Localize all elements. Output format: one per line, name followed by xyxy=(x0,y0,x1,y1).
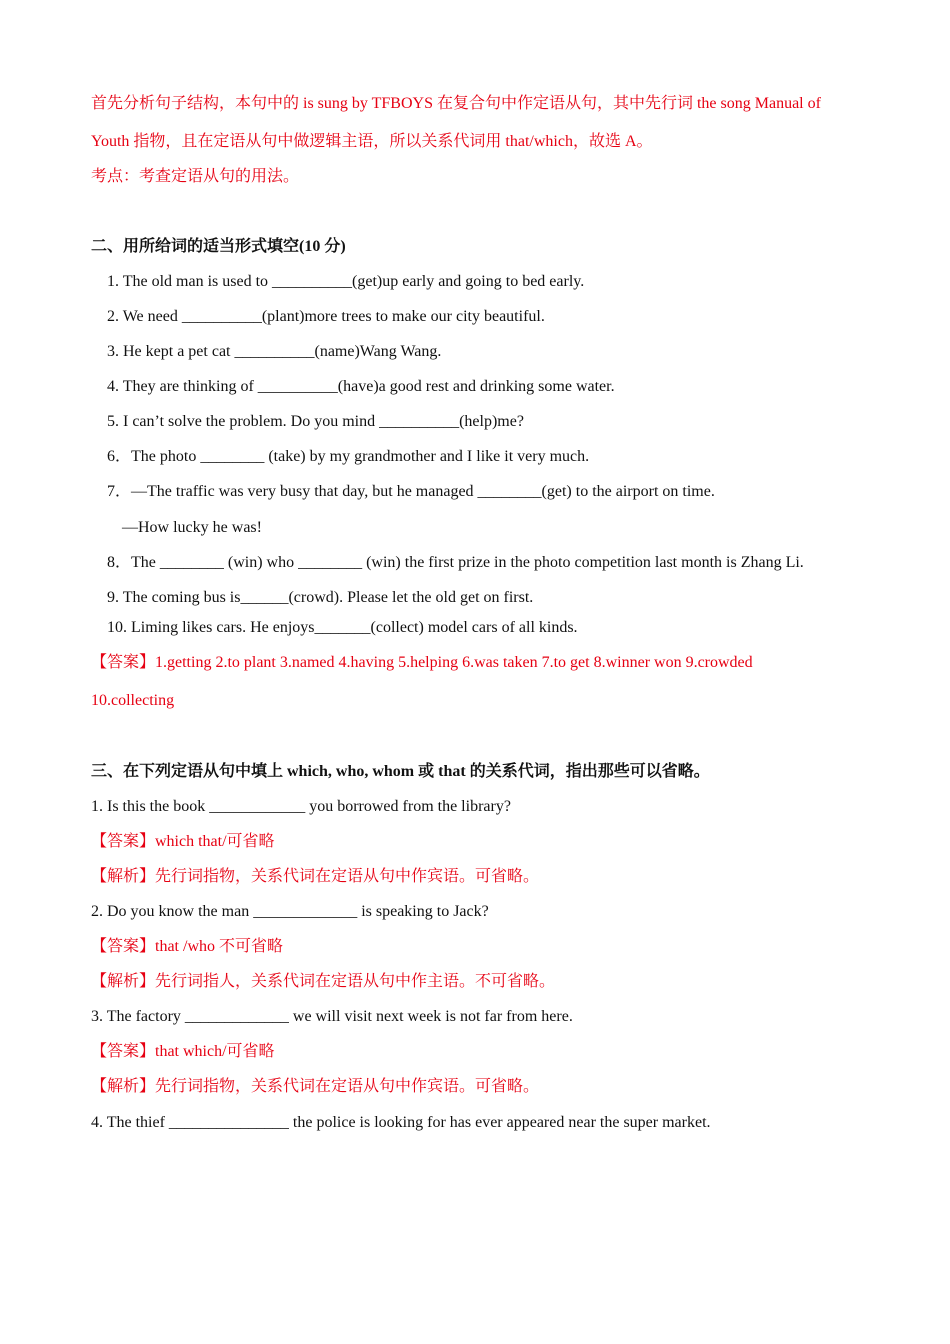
answer-3: 【答案】that which/可省略 xyxy=(91,1043,275,1060)
answer-1: 【答案】which that/可省略 xyxy=(91,833,275,850)
fill-item-2: 2. We need __________(plant)more trees to make our city beautiful. xyxy=(107,308,545,325)
question-3: 3. The factory _____________ we will visit next week is not far from here. xyxy=(91,1008,573,1025)
fill-item-8: 8．The ________ (win) who ________ (win) the first prize in the photo competition last month is Zhang Li. xyxy=(107,554,804,571)
fill-item-5: 5. I can’t solve the problem. Do you mind __________(help)me? xyxy=(107,413,524,430)
fill-item-7-reply: —How lucky he was! xyxy=(122,519,262,536)
question-4: 4. The thief _______________ the police is looking for has ever appeared near the super market. xyxy=(91,1114,711,1131)
question-2: 2. Do you know the man _____________ is speaking to Jack? xyxy=(91,903,489,920)
explanation-2: 【解析】先行词指人，关系代词在定语从句中作主语。不可省略。 xyxy=(91,973,556,990)
question-1: 1. Is this the book ____________ you borrowed from the library? xyxy=(91,798,511,815)
section-3-heading: 三、在下列定语从句中填上 which, who, whom 或 that 的关系代词，指出那些可以省略。 xyxy=(91,763,710,780)
answer-line-2: 10.collecting xyxy=(91,692,175,709)
fill-item-3: 3. He kept a pet cat __________(name)Wang Wang. xyxy=(107,343,442,360)
answer-2: 【答案】that /who 不可省略 xyxy=(91,938,283,955)
test-point: 考点：考查定语从句的用法。 xyxy=(91,168,300,185)
analysis-line-2: Youth 指物，且在定语从句中做逻辑主语，所以关系代词用 that/which，故选 A。 xyxy=(91,133,653,150)
fill-item-6: 6．The photo ________ (take) by my grandmother and I like it very much. xyxy=(107,448,590,465)
section-2-heading: 二、用所给词的适当形式填空(10 分) xyxy=(91,238,346,255)
fill-item-7: 7．—The traffic was very busy that day, but he managed ________(get) to the airport on time. xyxy=(107,483,715,500)
fill-item-10: 10. Liming likes cars. He enjoys_______(collect) model cars of all kinds. xyxy=(107,619,578,636)
answer-line-1: 【答案】1.getting 2.to plant 3.named 4.having 5.helping 6.was taken 7.to get 8.winner won 9.crowded xyxy=(91,654,753,671)
fill-item-4: 4. They are thinking of __________(have)a good rest and drinking some water. xyxy=(107,378,615,395)
analysis-line-1: 首先分析句子结构，本句中的 is sung by TFBOYS 在复合句中作定语从句，其中先行词 the song Manual of xyxy=(91,95,821,112)
fill-item-9: 9. The coming bus is______(crowd). Please let the old get on first. xyxy=(107,589,534,606)
explanation-1: 【解析】先行词指物，关系代词在定语从句中作宾语。可省略。 xyxy=(91,868,540,885)
fill-item-1: 1. The old man is used to __________(get)up early and going to bed early. xyxy=(107,273,585,290)
explanation-3: 【解析】先行词指物，关系代词在定语从句中作宾语。可省略。 xyxy=(91,1078,540,1095)
